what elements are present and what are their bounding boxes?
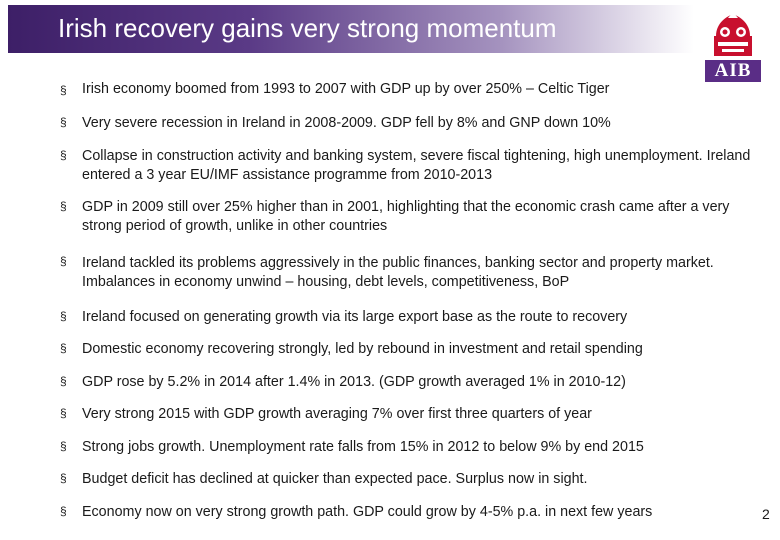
bullet-text: GDP rose by 5.2% in 2014 after 1.4% in 2013. (GDP growth averaged 1% in 2010-12): [82, 374, 626, 390]
bullet-marker: §: [60, 439, 67, 453]
bullet-text: Economy now on very strong growth path. GDP could grow by 4-5% p.a. in next few years: [82, 504, 653, 520]
bullet-marker: §: [60, 254, 67, 268]
bullet-text: Domestic economy recovering strongly, led by rebound in investment and retail spending: [82, 341, 643, 357]
bullet-marker: §: [60, 148, 67, 162]
logo-wordmark: AIB: [705, 60, 761, 82]
bullet-text: Irish economy boomed from 1993 to 2007 with GDP up by over 250% – Celtic Tiger: [82, 81, 610, 97]
bullet-text: Very strong 2015 with GDP growth averaging 7% over first three quarters of year: [82, 406, 592, 422]
bullet-text: Collapse in construction activity and banking system, severe fiscal tightening, high unemployment. Ireland entered a 3 year EU/IMF assistance programme from 2010-2013: [82, 148, 751, 183]
bullet-marker: §: [60, 374, 67, 388]
bullet-marker: §: [60, 199, 67, 213]
bullet-text: Very severe recession in Ireland in 2008-2009. GDP fell by 8% and GNP down 10%: [82, 115, 611, 131]
bullet-text: Budget deficit has declined at quicker than expected pace. Surplus now in sight.: [82, 471, 588, 487]
bullet-marker: §: [60, 504, 67, 518]
bullet-marker: §: [60, 406, 67, 420]
bullet-text: GDP in 2009 still over 25% higher than in 2001, highlighting that the economic crash came after a very strong period of growth, unlike in other countries: [82, 199, 730, 234]
bullet-marker: §: [60, 471, 67, 485]
bullet-text: Strong jobs growth. Unemployment rate falls from 15% in 2012 to below 9% by end 2015: [82, 439, 644, 455]
bullet-text: Ireland tackled its problems aggressively in the public finances, banking sector and property market. Imbalances in economy unwind – housing, debt levels, competitiveness, BoP: [82, 255, 714, 290]
bullet-text: Ireland focused on generating growth via its large export base as the route to recovery: [82, 309, 628, 325]
slide-title: Irish recovery gains very strong momentum: [58, 13, 557, 43]
page-number: 2: [762, 506, 770, 522]
bullet-marker: §: [60, 115, 67, 129]
bullet-marker: §: [60, 309, 67, 323]
bullet-marker: §: [60, 341, 67, 355]
bullet-marker: §: [60, 83, 67, 97]
